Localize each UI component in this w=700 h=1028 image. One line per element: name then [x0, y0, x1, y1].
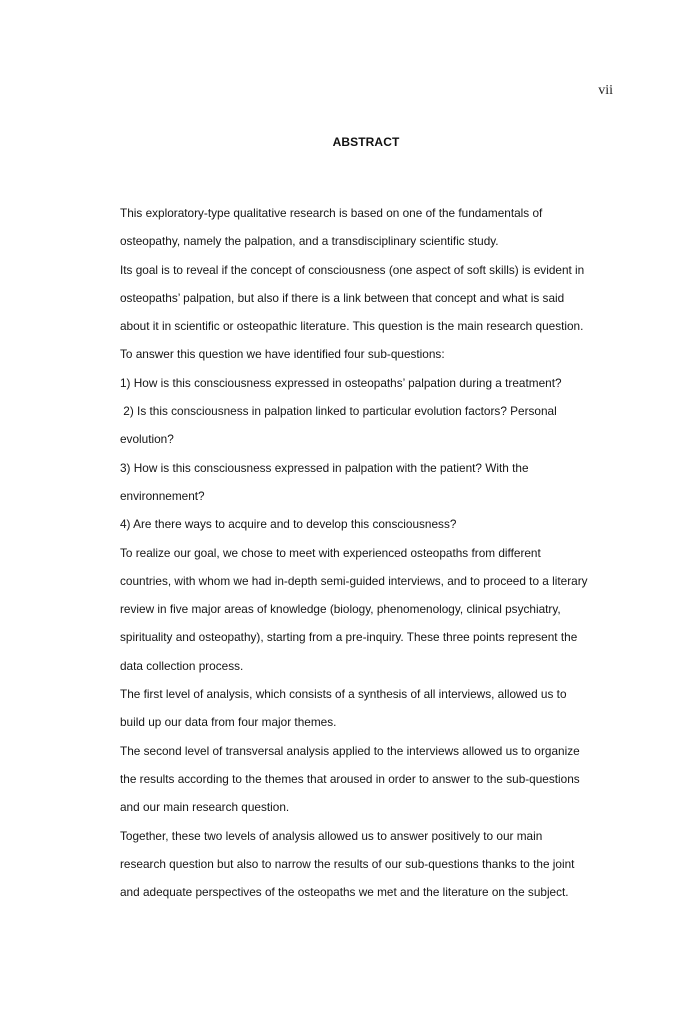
- abstract-line: The first level of analysis, which consists of a synthesis of all interviews, allowed us to: [120, 687, 567, 702]
- abstract-line: data collection process.: [120, 658, 244, 673]
- abstract-line: 1) How is this consciousness expressed in osteopaths’ palpation during a treatment?: [120, 375, 562, 390]
- abstract-line: countries, with whom we had in-depth semi-guided interviews, and to proceed to a literary: [120, 573, 588, 588]
- abstract-line: evolution?: [120, 432, 174, 447]
- page-number: vii: [598, 83, 613, 98]
- abstract-line: research question but also to narrow the results of our sub-questions thanks to the joint: [120, 856, 575, 871]
- abstract-line: To answer this question we have identified four sub-questions:: [120, 347, 445, 362]
- abstract-line: 3) How is this consciousness expressed in palpation with the patient? With the: [120, 460, 529, 475]
- abstract-line: review in five major areas of knowledge (biology, phenomenology, clinical psychiatry,: [120, 602, 561, 617]
- abstract-line: about it in scientific or osteopathic literature. This question is the main research question.: [120, 319, 584, 334]
- abstract-line: The second level of transversal analysis applied to the interviews allowed us to organize: [120, 743, 580, 758]
- abstract-line: Its goal is to reveal if the concept of consciousness (one aspect of soft skills) is evident in: [120, 262, 585, 277]
- abstract-line: 4) Are there ways to acquire and to develop this consciousness?: [120, 517, 457, 532]
- abstract-line: and our main research question.: [120, 800, 290, 815]
- abstract-line: osteopaths’ palpation, but also if there is a link between that concept and what is said: [120, 290, 565, 305]
- abstract-line: osteopathy, namely the palpation, and a transdisciplinary scientific study.: [120, 234, 499, 249]
- abstract-line: Together, these two levels of analysis allowed us to answer positively to our main: [120, 828, 543, 843]
- abstract-line: environnement?: [120, 488, 205, 503]
- abstract-line: 2) Is this consciousness in palpation linked to particular evolution factors? Personal: [120, 404, 557, 419]
- abstract-line: spirituality and osteopathy), starting from a pre-inquiry. These three points represent the: [120, 630, 578, 645]
- abstract-title: ABSTRACT: [332, 135, 400, 149]
- abstract-line: build up our data from four major themes.: [120, 715, 337, 730]
- abstract-line: To realize our goal, we chose to meet with experienced osteopaths from different: [120, 545, 541, 560]
- abstract-line: This exploratory-type qualitative research is based on one of the fundamentals of: [120, 206, 543, 220]
- abstract-body: [120, 199, 620, 906]
- abstract-line: the results according to the themes that aroused in order to answer to the sub-questions: [120, 771, 580, 786]
- abstract-line: and adequate perspectives of the osteopaths we met and the literature on the subject.: [120, 885, 569, 900]
